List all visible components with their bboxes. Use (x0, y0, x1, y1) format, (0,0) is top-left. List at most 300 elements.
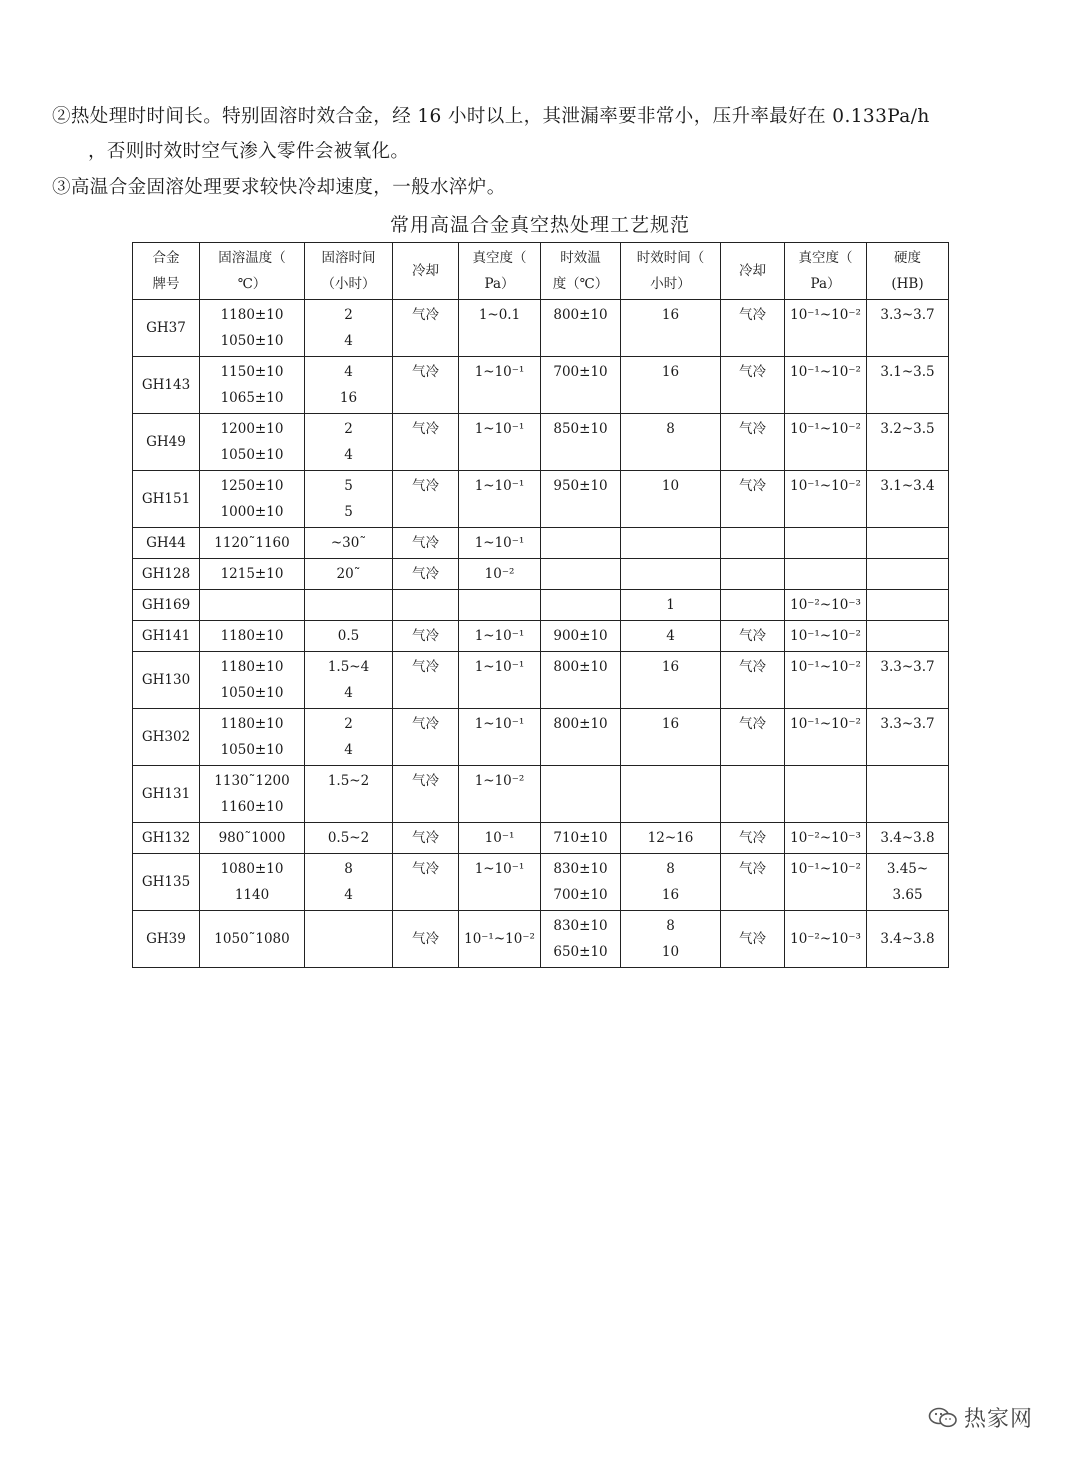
table-cell (200, 823, 305, 854)
table-cell (621, 300, 721, 357)
column-header (305, 243, 393, 300)
alloy-grade-cell: GH132 (133, 823, 200, 854)
cell-line: 气冷 (412, 421, 439, 437)
cell-line: 0.5~2 (327, 830, 370, 846)
table-cell (867, 300, 949, 357)
table-cell (621, 652, 721, 709)
table-cell (459, 528, 541, 559)
column-header (200, 243, 305, 300)
cell-line: 830±10 (553, 918, 608, 934)
cell-line: 10⁻¹~10⁻² (790, 659, 861, 675)
cell-line: 1065±10 (220, 390, 284, 406)
cell-line (869, 768, 946, 794)
table-cell (541, 652, 621, 709)
table-cell (867, 528, 949, 559)
cell-line: 10⁻¹~10⁻² (790, 861, 861, 877)
table-cell (459, 766, 541, 823)
table-cell (393, 652, 459, 709)
cell-line: 1~10⁻¹ (474, 478, 525, 494)
cell-line: 3.45~ (886, 861, 929, 877)
cell-line: 1.5~4 (327, 659, 370, 675)
cell-line (723, 592, 782, 618)
cell-line: 950±10 (553, 478, 608, 494)
cell-line: 5 (344, 504, 353, 520)
cell-line (869, 623, 946, 649)
cell-line: 气冷 (739, 478, 766, 494)
table-cell (393, 300, 459, 357)
table-cell (785, 528, 867, 559)
cell-line: 1180±10 (220, 307, 284, 323)
cell-line: 1080±10 (220, 861, 284, 877)
column-header-line: 固溶温度（ (218, 250, 286, 266)
cell-line: 4 (344, 364, 353, 380)
table-cell (305, 357, 393, 414)
table-cell (785, 854, 867, 911)
alloy-grade-cell: GH37 (133, 300, 200, 357)
cell-line: 4 (344, 887, 353, 903)
table-cell (459, 590, 541, 621)
table-cell (305, 621, 393, 652)
cell-line: 气冷 (412, 861, 439, 877)
table-cell (867, 709, 949, 766)
cell-line: 1050±10 (220, 447, 284, 463)
watermark-text: 热家网 (964, 1407, 1034, 1432)
table-cell (459, 559, 541, 590)
table-cell (867, 414, 949, 471)
alloy-grade-cell: GH128 (133, 559, 200, 590)
table-cell (621, 854, 721, 911)
table-cell (200, 621, 305, 652)
table-cell (867, 911, 949, 968)
table-cell (721, 823, 785, 854)
paragraph-2: ③高温合金固溶处理要求较快冷却速度，一般水淬炉。 (52, 177, 506, 198)
cell-line: 650±10 (553, 944, 608, 960)
table-cell (621, 911, 721, 968)
cell-line: 900±10 (553, 628, 608, 644)
table-cell (200, 709, 305, 766)
cell-line (543, 561, 618, 587)
cell-line: 气冷 (739, 830, 766, 846)
cell-line: 1140 (234, 887, 270, 903)
table-cell (541, 911, 621, 968)
table-cell (393, 911, 459, 968)
cell-line: 3.1~3.4 (880, 478, 935, 494)
table-cell (459, 854, 541, 911)
table-cell (721, 528, 785, 559)
column-header-line: Pa） (810, 276, 841, 292)
table-cell (867, 590, 949, 621)
table-row (133, 471, 949, 528)
table-cell (200, 471, 305, 528)
table-cell (721, 414, 785, 471)
table-cell (785, 911, 867, 968)
table-cell (459, 621, 541, 652)
cell-line: 1050˜1080 (214, 931, 290, 947)
table-cell (721, 652, 785, 709)
paragraph-1-continued: ，否则时效时空气渗入零件会被氧化。 (88, 141, 410, 162)
table-cell (200, 414, 305, 471)
column-header-line: 固溶时间 (321, 250, 376, 266)
cell-line: 1~10⁻¹ (474, 861, 525, 877)
cell-line: 1160±10 (220, 799, 284, 815)
table-row (133, 911, 949, 968)
cell-line: 3.2~3.5 (880, 421, 935, 437)
table-cell (200, 766, 305, 823)
table-cell (200, 300, 305, 357)
table-cell (393, 559, 459, 590)
table-cell (305, 590, 393, 621)
table-cell (621, 823, 721, 854)
cell-line: 1050±10 (220, 742, 284, 758)
cell-line: 3.1~3.5 (880, 364, 935, 380)
alloy-grade-cell: GH49 (133, 414, 200, 471)
cell-line (869, 592, 946, 618)
table-cell (459, 414, 541, 471)
cell-line: 气冷 (412, 478, 439, 494)
cell-line (543, 768, 618, 794)
table-cell (393, 709, 459, 766)
cell-line: 710±10 (553, 830, 608, 846)
table-cell (785, 652, 867, 709)
cell-line: 1180±10 (220, 628, 284, 644)
column-header-line: 小时） (650, 276, 691, 292)
table-cell (200, 590, 305, 621)
table-cell (867, 621, 949, 652)
watermark-logo (928, 1402, 1033, 1433)
cell-line: 800±10 (553, 716, 608, 732)
cell-line: 5 (344, 478, 353, 494)
cell-line: 气冷 (739, 861, 766, 877)
column-header (621, 243, 721, 300)
column-header-line: 冷却 (739, 263, 766, 279)
table-row (133, 590, 949, 621)
table-cell (541, 766, 621, 823)
table-cell (541, 854, 621, 911)
cell-line: 16 (661, 887, 680, 903)
table-cell (305, 414, 393, 471)
column-header (785, 243, 867, 300)
cell-line: 气冷 (739, 421, 766, 437)
table-cell (200, 911, 305, 968)
column-header (133, 243, 200, 300)
cell-line: 10 (661, 478, 680, 494)
table-row (133, 559, 949, 590)
cell-line: 8 (666, 421, 675, 437)
cell-line (787, 561, 864, 587)
cell-line: 1.5~2 (327, 773, 370, 789)
table-cell (459, 357, 541, 414)
cell-line: 气冷 (739, 659, 766, 675)
cell-line: 3.3~3.7 (880, 659, 935, 675)
cell-line: 4 (666, 628, 675, 644)
wechat-icon (928, 1406, 958, 1430)
cell-line: 10⁻¹~10⁻² (790, 478, 861, 494)
cell-line: 4 (344, 742, 353, 758)
column-header (541, 243, 621, 300)
table-cell (867, 652, 949, 709)
heat-treatment-table (132, 242, 949, 968)
table-cell (785, 823, 867, 854)
table-cell (393, 823, 459, 854)
table-cell (867, 559, 949, 590)
table-row (133, 854, 949, 911)
table-cell (305, 300, 393, 357)
column-header-line: 真空度（ (472, 250, 527, 266)
cell-line (723, 530, 782, 556)
cell-line: 气冷 (412, 659, 439, 675)
table-cell (785, 357, 867, 414)
alloy-grade-cell: GH169 (133, 590, 200, 621)
cell-line: 气冷 (412, 364, 439, 380)
table-cell (621, 414, 721, 471)
cell-line: 16 (661, 716, 680, 732)
table-cell (621, 471, 721, 528)
cell-line: 2 (344, 716, 353, 732)
cell-line (869, 530, 946, 556)
cell-line (623, 561, 718, 587)
cell-line (623, 768, 718, 794)
table-cell (393, 471, 459, 528)
cell-line (543, 592, 618, 618)
cell-line: 1180±10 (220, 659, 284, 675)
cell-line (543, 530, 618, 556)
column-header-line: 冷却 (412, 263, 439, 279)
cell-line: 20˜ (336, 566, 361, 582)
table-cell (867, 766, 949, 823)
table-cell (305, 652, 393, 709)
column-header-line: 合金 (152, 250, 180, 266)
cell-line: 10⁻¹~10⁻² (464, 931, 535, 947)
cell-line: 3.3~3.7 (880, 716, 935, 732)
table-cell (459, 823, 541, 854)
cell-line: 16 (339, 390, 358, 406)
alloy-grade-cell: GH143 (133, 357, 200, 414)
table-cell (541, 559, 621, 590)
cell-line: 700±10 (553, 364, 608, 380)
cell-line: 1~10⁻¹ (474, 535, 525, 551)
table-cell (785, 590, 867, 621)
table-cell (541, 357, 621, 414)
alloy-grade-cell: GH151 (133, 471, 200, 528)
table-row (133, 357, 949, 414)
cell-line: 1~10⁻¹ (474, 628, 525, 644)
cell-line (787, 768, 864, 794)
cell-line: 气冷 (412, 773, 439, 789)
cell-line: 8 (666, 918, 675, 934)
cell-line: 16 (661, 659, 680, 675)
column-header-line: 硬度 (894, 250, 921, 266)
cell-line: 1250±10 (220, 478, 284, 494)
column-header-line: 真空度（ (798, 250, 853, 266)
cell-line: 3.4~3.8 (880, 830, 935, 846)
cell-line: 1215±10 (220, 566, 284, 582)
table-cell (459, 911, 541, 968)
table-cell (785, 414, 867, 471)
table-cell (541, 300, 621, 357)
table-cell (305, 854, 393, 911)
paragraph-1: ②热处理时时间长。特别固溶时效合金，经 16 小时以上，其泄漏率要非常小，压升率最好在 0.133Pa/h (52, 106, 930, 127)
cell-line: 4 (344, 447, 353, 463)
table-cell (305, 559, 393, 590)
cell-line (202, 592, 302, 618)
table-cell (721, 854, 785, 911)
cell-line: 10⁻²~10⁻³ (790, 597, 861, 613)
cell-line: 10⁻¹~10⁻² (790, 628, 861, 644)
cell-line (307, 926, 390, 952)
cell-line: 850±10 (553, 421, 608, 437)
table-cell (721, 911, 785, 968)
table-cell (721, 300, 785, 357)
table-row (133, 823, 949, 854)
cell-line (869, 561, 946, 587)
table-cell (621, 766, 721, 823)
table-cell (621, 559, 721, 590)
table-cell (867, 823, 949, 854)
column-header-line: （小时） (321, 276, 376, 292)
cell-line: 1180±10 (220, 716, 284, 732)
column-header-line: (HB) (891, 276, 924, 292)
cell-line: 气冷 (739, 307, 766, 323)
table-cell (305, 766, 393, 823)
table-cell (721, 357, 785, 414)
cell-line: 气冷 (412, 535, 439, 551)
table-cell (867, 471, 949, 528)
cell-line: 气冷 (739, 716, 766, 732)
table-cell (541, 414, 621, 471)
cell-line (395, 592, 456, 618)
cell-line: 10⁻²~10⁻³ (790, 931, 861, 947)
table-cell (393, 590, 459, 621)
table-title: 常用高温合金真空热处理工艺规范 (389, 214, 690, 236)
table-cell (721, 590, 785, 621)
column-header (459, 243, 541, 300)
table-cell (459, 709, 541, 766)
table-cell (867, 357, 949, 414)
alloy-grade-cell: GH135 (133, 854, 200, 911)
table-cell (393, 357, 459, 414)
cell-line: 1120˜1160 (214, 535, 290, 551)
cell-line: 1~0.1 (478, 307, 521, 323)
table-cell (305, 709, 393, 766)
cell-line: 10⁻²~10⁻³ (790, 830, 861, 846)
table-cell (305, 528, 393, 559)
table-cell (200, 559, 305, 590)
table-cell (541, 471, 621, 528)
cell-line: 气冷 (412, 307, 439, 323)
column-header-line: ℃） (237, 276, 267, 292)
table-cell (305, 471, 393, 528)
cell-line: 10⁻¹~10⁻² (790, 716, 861, 732)
cell-line: 1150±10 (220, 364, 284, 380)
alloy-grade-cell: GH44 (133, 528, 200, 559)
cell-line: 10⁻¹ (484, 830, 515, 846)
cell-line: 气冷 (739, 364, 766, 380)
table-cell (393, 621, 459, 652)
table-cell (621, 709, 721, 766)
cell-line: 800±10 (553, 659, 608, 675)
cell-line: 1050±10 (220, 333, 284, 349)
column-header (867, 243, 949, 300)
table-cell (721, 709, 785, 766)
table-cell (621, 528, 721, 559)
table-cell (621, 621, 721, 652)
column-header-line: 度（℃） (552, 276, 609, 292)
table-cell (541, 528, 621, 559)
cell-line: 16 (661, 307, 680, 323)
column-header (393, 243, 459, 300)
cell-line: 1200±10 (220, 421, 284, 437)
cell-line: 2 (344, 421, 353, 437)
cell-line: 气冷 (412, 716, 439, 732)
cell-line: 10⁻¹~10⁻² (790, 364, 861, 380)
table-cell (785, 559, 867, 590)
table-cell (867, 854, 949, 911)
cell-line: ~30˜ (330, 535, 367, 551)
cell-line: 1 (666, 597, 675, 613)
cell-line: 1000±10 (220, 504, 284, 520)
table-row (133, 652, 949, 709)
table-cell (541, 823, 621, 854)
table-cell (200, 854, 305, 911)
cell-line: 1~10⁻¹ (474, 716, 525, 732)
table-cell (721, 621, 785, 652)
cell-line: 8 (666, 861, 675, 877)
cell-line (787, 530, 864, 556)
alloy-grade-cell: GH141 (133, 621, 200, 652)
table-cell (785, 300, 867, 357)
cell-line: 气冷 (412, 628, 439, 644)
cell-line: 气冷 (739, 931, 766, 947)
table-cell (393, 854, 459, 911)
table-cell (721, 471, 785, 528)
table-cell (785, 709, 867, 766)
table-cell (721, 766, 785, 823)
cell-line: 10⁻¹~10⁻² (790, 421, 861, 437)
table-cell (721, 559, 785, 590)
cell-line: 0.5 (337, 628, 360, 644)
cell-line: 830±10 (553, 861, 608, 877)
table-cell (200, 652, 305, 709)
table-row (133, 621, 949, 652)
table-cell (621, 357, 721, 414)
table-cell (459, 471, 541, 528)
cell-line: 1~10⁻¹ (474, 364, 525, 380)
alloy-grade-cell: GH39 (133, 911, 200, 968)
cell-line: 1~10⁻¹ (474, 659, 525, 675)
cell-line: 气冷 (412, 830, 439, 846)
cell-line: 1050±10 (220, 685, 284, 701)
column-header-line: 时效时间（ (636, 250, 705, 266)
table-header-row (133, 243, 949, 300)
table-cell (305, 823, 393, 854)
cell-line: 3.4~3.8 (880, 931, 935, 947)
table-cell (785, 766, 867, 823)
table-cell (200, 357, 305, 414)
table-row (133, 300, 949, 357)
table-cell (785, 621, 867, 652)
table-cell (621, 590, 721, 621)
cell-line: 3.3~3.7 (880, 307, 935, 323)
table-cell (305, 911, 393, 968)
cell-line: 12~16 (647, 830, 694, 846)
cell-line: 10⁻² (484, 566, 515, 582)
cell-line (723, 561, 782, 587)
cell-line: 3.65 (892, 887, 923, 903)
cell-line: 10 (661, 944, 680, 960)
cell-line: 16 (661, 364, 680, 380)
table-row (133, 528, 949, 559)
cell-line: 2 (344, 307, 353, 323)
